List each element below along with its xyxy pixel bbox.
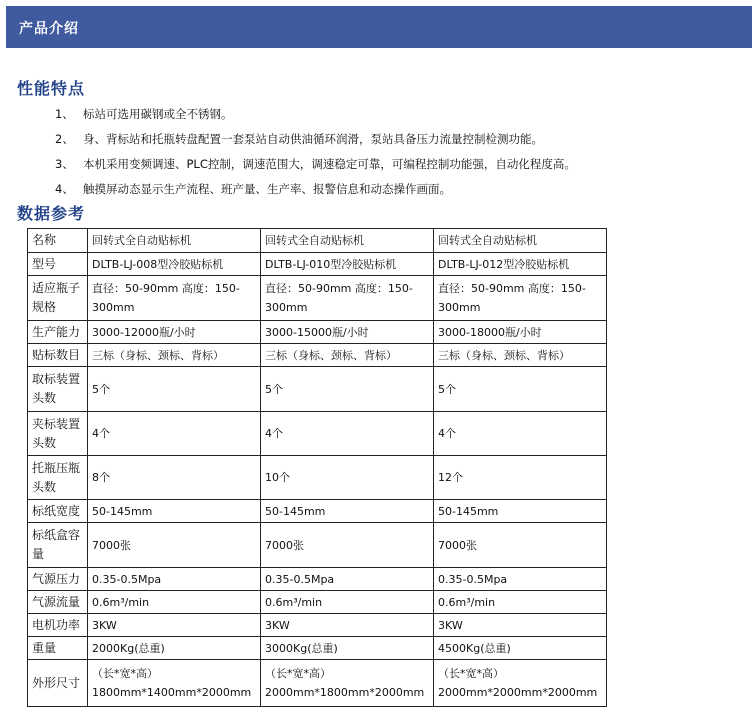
spec-row [28,637,607,660]
spec-value: 0.35-0.5Mpa [434,568,607,591]
feature-num: 3、 [55,157,74,171]
feature-text: 本机采用变频调速、PLC控制，调速范围大，调速稳定可靠，可编程控制功能强，自动化程度高。 [83,157,576,171]
spec-row [28,253,607,276]
spec-value: 4500Kg(总重) [434,637,607,660]
spec-label: 生产能力 [28,321,88,344]
spec-value: 直径：50-90mm 高度：150-300mm [261,276,434,321]
spec-value: 2000Kg(总重) [88,637,261,660]
spec-value: （长*宽*高）1800mm*1400mm*2000mm [88,660,261,707]
spec-value: 50-145mm [261,500,434,523]
spec-row [28,321,607,344]
spec-value: 50-145mm [88,500,261,523]
spec-value: 4个 [261,412,434,456]
spec-value: 回转式全自动贴标机 [88,229,261,253]
spec-value: 4个 [434,412,607,456]
spec-value: 回转式全自动贴标机 [434,229,607,253]
spec-value: 3000-15000瓶/小时 [261,321,434,344]
feature-text: 触摸屏动态显示生产流程、班产量、生产率、报警信息和动态操作画面。 [83,182,451,196]
spec-value: 7000张 [88,523,261,568]
spec-label: 夹标装置头数 [28,412,88,456]
feature-item [55,156,576,172]
spec-label: 适应瓶子规格 [28,276,88,321]
spec-label: 外形尺寸 [28,660,88,707]
spec-value: 4个 [88,412,261,456]
spec-value: 三标（身标、颈标、背标） [88,344,261,367]
spec-label: 贴标数目 [28,344,88,367]
spec-label: 标纸盒容量 [28,523,88,568]
spec-row [28,367,607,412]
spec-value: 0.6m³/min [88,591,261,614]
feature-text: 标站可选用碳钢或全不锈钢。 [83,107,233,121]
spec-value: 7000张 [434,523,607,568]
spec-value: 直径：50-90mm 高度：150-300mm [434,276,607,321]
spec-value: 直径：50-90mm 高度：150-300mm [88,276,261,321]
spec-value: 0.6m³/min [434,591,607,614]
spec-row [28,523,607,568]
spec-value: （长*宽*高）2000mm*1800mm*2000mm [261,660,434,707]
spec-row [28,412,607,456]
features-title: 性能特点 [17,79,86,98]
spec-value: 0.35-0.5Mpa [261,568,434,591]
header-bar [6,6,752,48]
spec-value: 3KW [261,614,434,637]
spec-value: 5个 [88,367,261,412]
spec-value: 8个 [88,456,261,500]
spec-row [28,276,607,321]
spec-value: 7000张 [261,523,434,568]
spec-value: 3000-18000瓶/小时 [434,321,607,344]
spec-value: 0.6m³/min [261,591,434,614]
spec-value: 三标（身标、颈标、背标） [434,344,607,367]
spec-label: 名称 [28,229,88,253]
spec-label: 托瓶压瓶头数 [28,456,88,500]
spec-value: 回转式全自动贴标机 [261,229,434,253]
feature-num: 2、 [55,132,74,146]
specs-title: 数据参考 [17,204,86,223]
spec-value: 10个 [261,456,434,500]
spec-row [28,500,607,523]
spec-value: 3KW [434,614,607,637]
spec-value: 50-145mm [434,500,607,523]
feature-item [55,181,451,197]
spec-table [27,228,607,707]
header-title: 产品介绍 [19,21,79,37]
spec-label: 重量 [28,637,88,660]
spec-value: 3KW [88,614,261,637]
spec-row [28,229,607,253]
spec-value: 3000-12000瓶/小时 [88,321,261,344]
spec-value: DLTB-LJ-012型冷胶贴标机 [434,253,607,276]
feature-num: 4、 [55,182,74,196]
feature-item [55,131,543,147]
spec-row [28,591,607,614]
spec-label: 气源压力 [28,568,88,591]
spec-label: 气源流量 [28,591,88,614]
spec-row [28,660,607,707]
spec-value: DLTB-LJ-008型冷胶贴标机 [88,253,261,276]
spec-value: 0.35-0.5Mpa [88,568,261,591]
spec-value: 3000Kg(总重) [261,637,434,660]
spec-value: DLTB-LJ-010型冷胶贴标机 [261,253,434,276]
feature-num: 1、 [55,107,74,121]
spec-label: 取标装置头数 [28,367,88,412]
spec-value: 5个 [261,367,434,412]
spec-row [28,456,607,500]
spec-value: 5个 [434,367,607,412]
spec-label: 电机功率 [28,614,88,637]
spec-row [28,614,607,637]
spec-row [28,344,607,367]
spec-value: 三标（身标、颈标、背标） [261,344,434,367]
spec-row [28,568,607,591]
spec-label: 型号 [28,253,88,276]
spec-value: （长*宽*高）2000mm*2000mm*2000mm [434,660,607,707]
spec-label: 标纸宽度 [28,500,88,523]
feature-item [55,106,233,122]
feature-text: 身、背标站和托瓶转盘配置一套泵站自动供油循环润滑，泵站具备压力流量控制检测功能。 [83,132,543,146]
spec-value: 12个 [434,456,607,500]
